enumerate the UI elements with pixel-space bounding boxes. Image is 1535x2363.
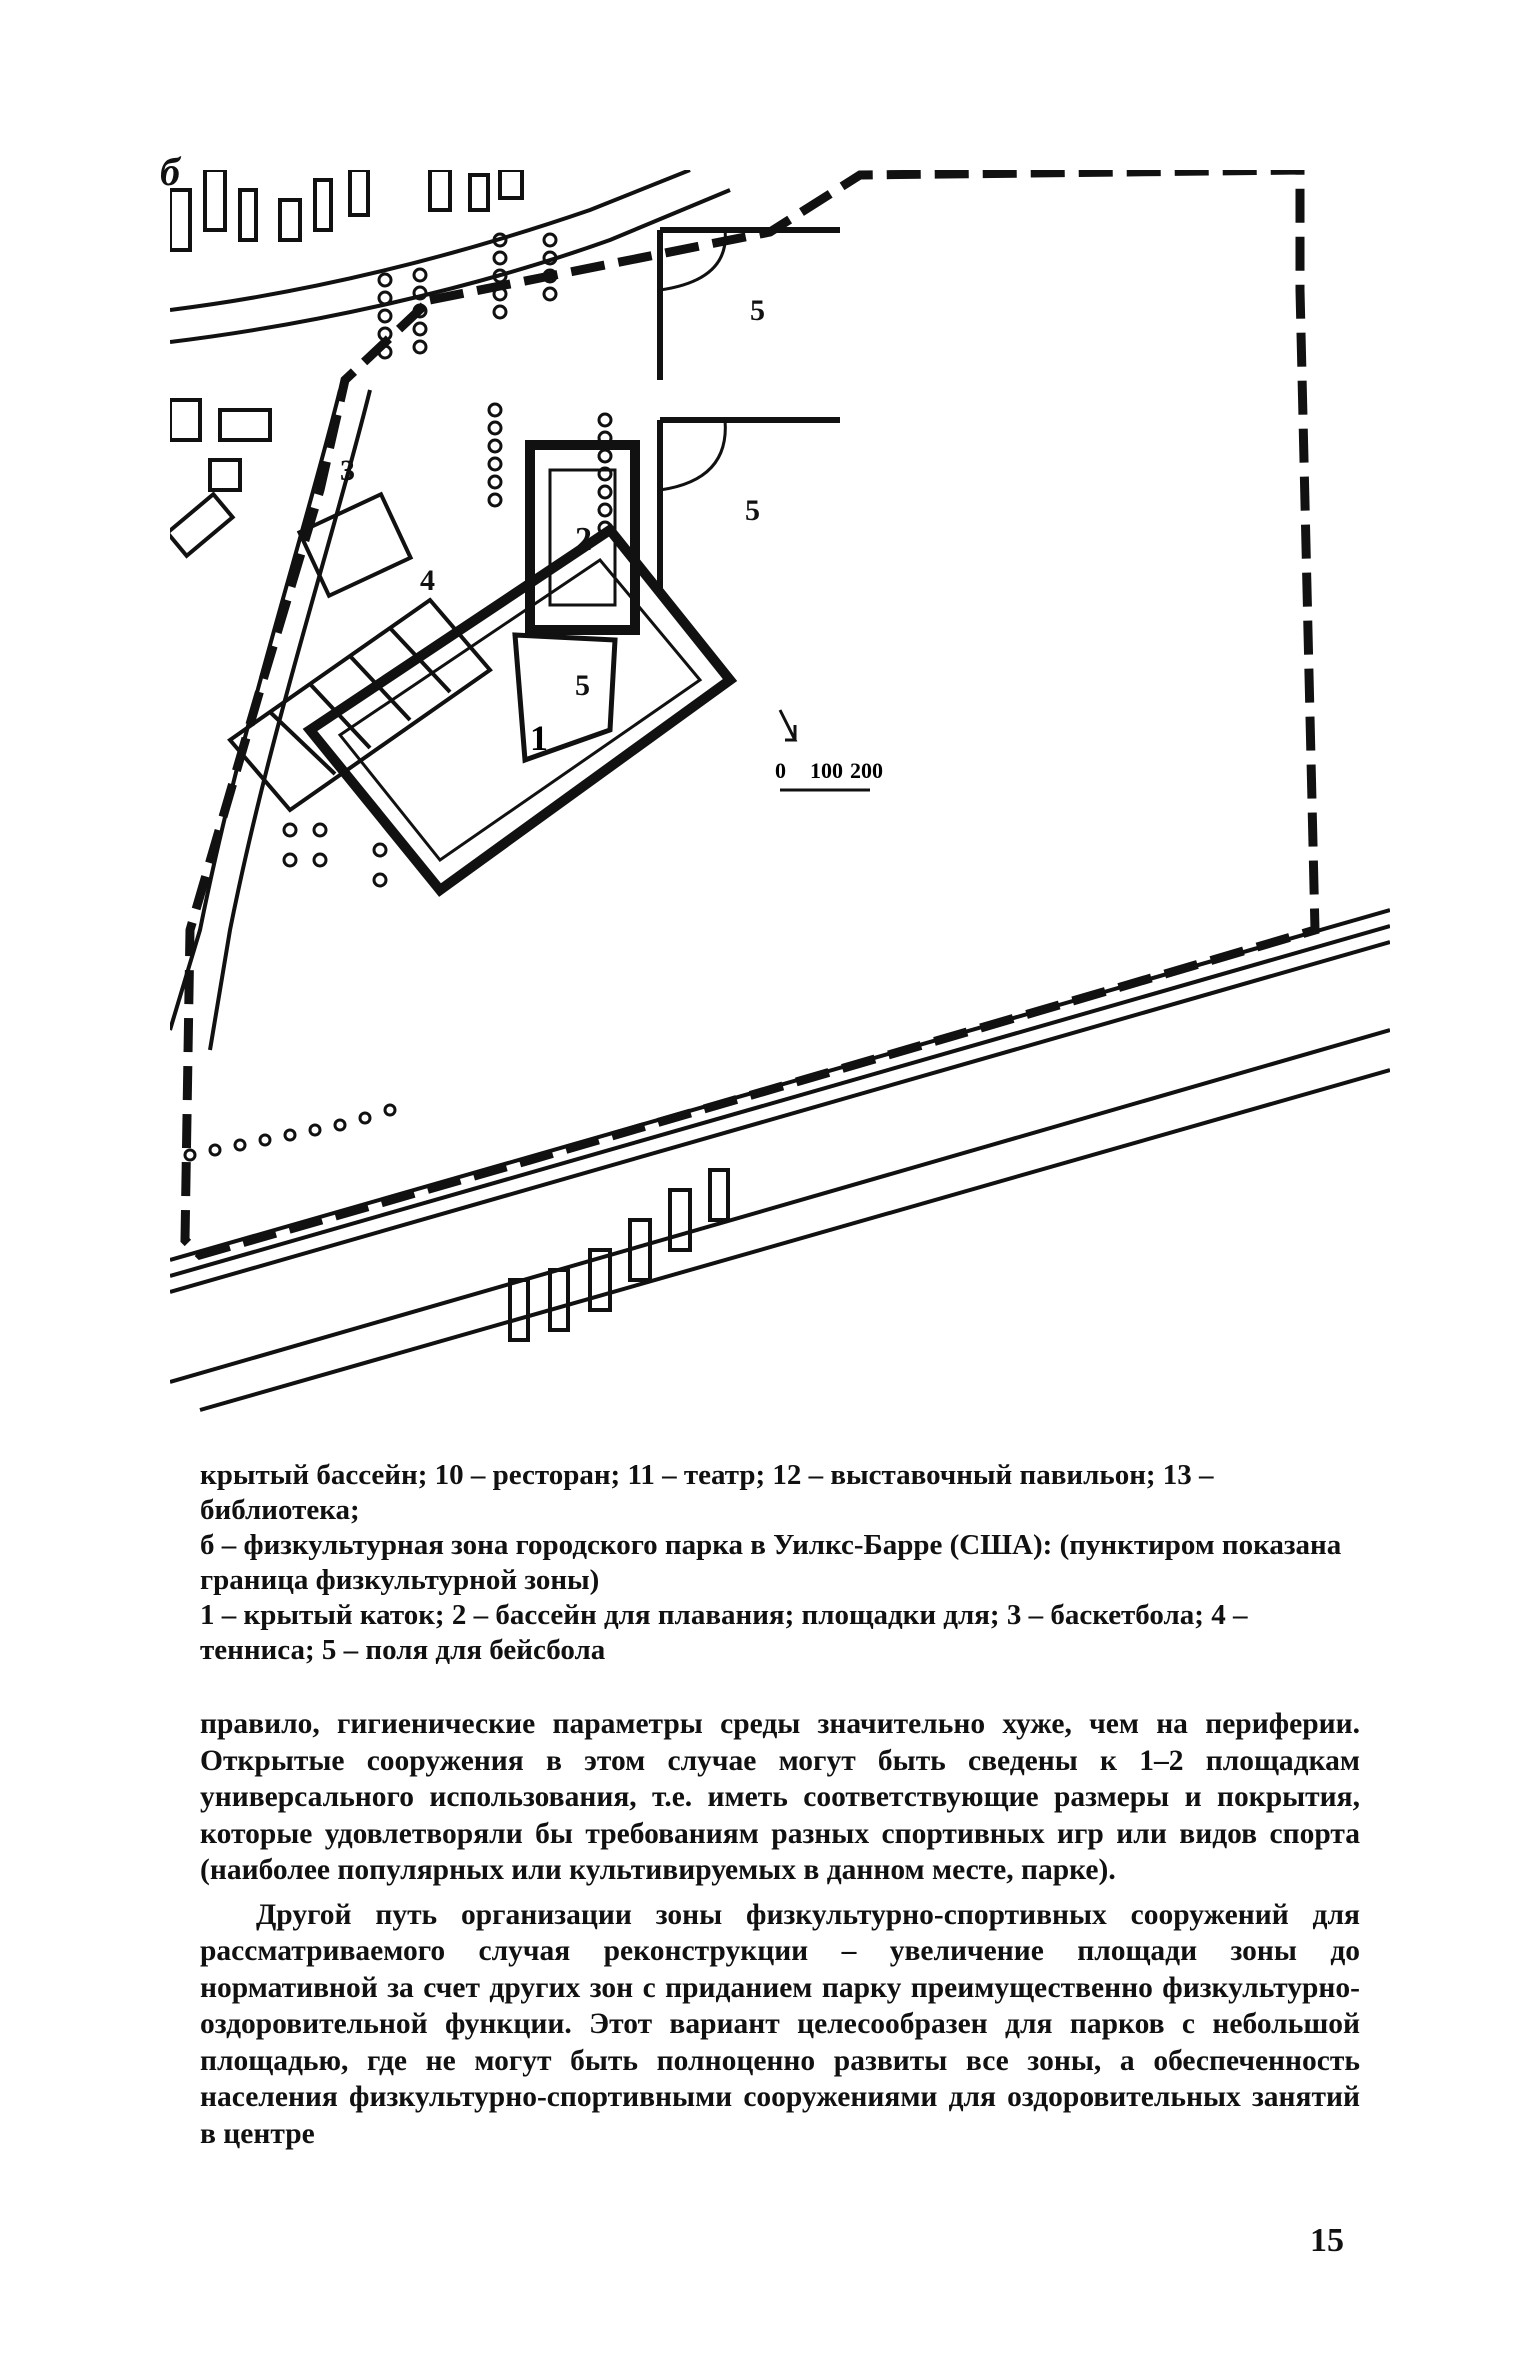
label-rink: 1 bbox=[530, 718, 548, 758]
figure-letter: б bbox=[160, 149, 180, 194]
tree-row bbox=[599, 414, 611, 534]
paragraph-1: правило, гигиенические параметры среды значительно хуже, чем на периферии. Открытые сооружения в этом случае могут быть сведены к 1–2 площадкам универсального использования, т.е. иметь соответствующие размеры и покрытия, которые удовлетворяли бы требованиям разных спортивных игр или видов спорта (наиболее популярных или культивируемых в данном месте, парке). bbox=[200, 1708, 1360, 1886]
tree-row bbox=[284, 824, 386, 886]
caption-line-1: крытый бассейн; 10 – ресторан; 11 – театр; 12 – выставочный павильон; 13 – библиотека; bbox=[200, 1459, 1214, 1526]
tree-row bbox=[544, 234, 556, 300]
rail-3 bbox=[170, 942, 1390, 1292]
label-baseball-3: 5 bbox=[575, 669, 590, 702]
baseball-field-middle bbox=[660, 420, 840, 590]
caption-line-2: б – физкультурная зона городского парка в Уилкс-Барре (США): (пунктиром показана граница физкультурной зоны) bbox=[200, 1529, 1342, 1596]
figure-caption bbox=[200, 1458, 1360, 1668]
label-pool: 2 bbox=[575, 521, 592, 558]
tree-row bbox=[185, 1105, 395, 1160]
tree-row bbox=[489, 404, 501, 506]
zone-boundary bbox=[185, 170, 1315, 1255]
houses bbox=[170, 170, 728, 1340]
paragraph-2: Другой путь организации зоны физкультурно-спортивных сооружений для рассматриваемого случая реконструкции – увеличение площади зоны до нормативной за счет других зон с приданием парку преимущественно физкультурно-оздоровительной функции. Этот вариант целесообразен для парков с небольшой площадью, где не могут быть полноценно развиты все зоны, а обеспеченность населения физкультурно-спортивными сооружениями для оздоровительных занятий в центре bbox=[200, 1898, 1360, 2150]
tennis-courts bbox=[230, 564, 490, 810]
rail-2 bbox=[170, 926, 1390, 1276]
street-south-2 bbox=[200, 1070, 1390, 1410]
caption-line-3: 1 – крытый каток; 2 – бассейн для плавания; площадки для; 3 – баскетбола; 4 – тенниса; 5 – поля для бейсбола bbox=[200, 1599, 1248, 1666]
label-tennis: 4 bbox=[420, 564, 435, 597]
site-plan bbox=[170, 170, 1390, 1440]
north-arrow-icon bbox=[780, 710, 795, 740]
scale-bar bbox=[775, 710, 883, 790]
label-baseball-2: 5 bbox=[745, 494, 760, 527]
scale-zero: 0 bbox=[775, 758, 786, 783]
scale-mid: 100 bbox=[810, 758, 843, 783]
label-baseball-1: 5 bbox=[750, 294, 765, 327]
label-basketball: 3 bbox=[340, 454, 355, 487]
scale-end: 200 bbox=[850, 758, 883, 783]
page-number: 15 bbox=[1310, 2222, 1344, 2259]
body-text bbox=[200, 1706, 1360, 2152]
